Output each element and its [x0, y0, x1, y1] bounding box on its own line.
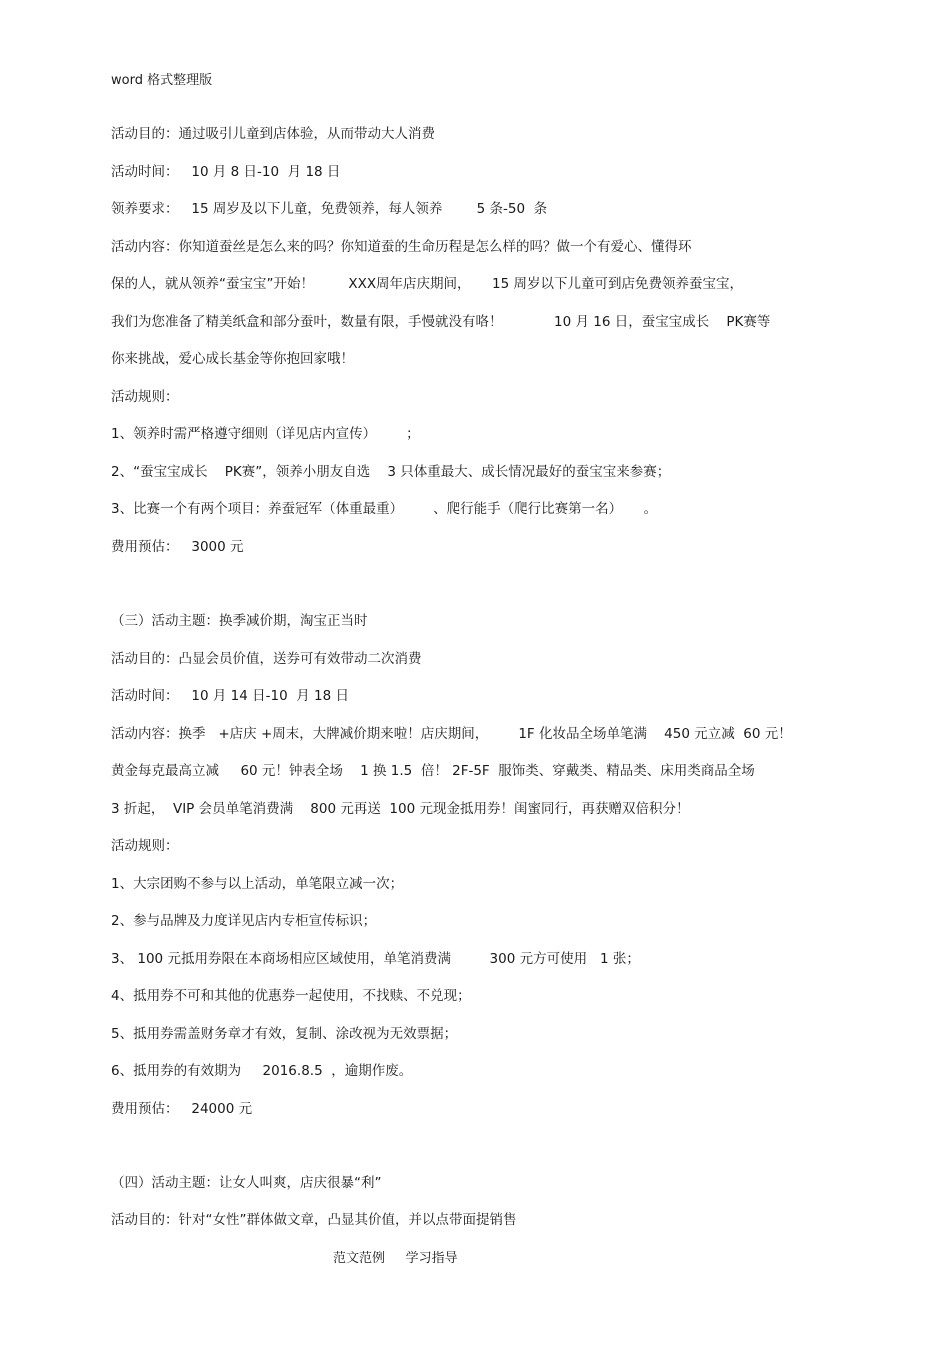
activity-content-line-4: 你来挑战，爱心成长基金等你抱回家哦！ [111, 351, 354, 367]
activity-time: 活动时间： 10 月 8 日-10 月 18 日 [111, 164, 341, 180]
adoption-requirement: 领养要求： 15 周岁及以下儿童，免费领养，每人领养 5 条-50 条 [111, 201, 548, 217]
cost-estimate: 费用预估： 24000 元 [111, 1101, 253, 1117]
rule-item: 2、“蚕宝宝成长 PK赛”，领养小朋友自选 3 只体重最大、成长情况最好的蚕宝宝来参赛； [111, 464, 671, 480]
rule-item: 5、抵用券需盖财务章才有效，复制、涂改视为无效票据； [111, 1026, 458, 1042]
section-theme: （三）活动主题：换季减价期，淘宝正当时 [111, 613, 368, 629]
activity-purpose: 活动目的：凸显会员价值，送券可有效带动二次消费 [111, 651, 422, 667]
activity-content-line-3: 3 折起， VIP 会员单笔消费满 800 元再送 100 元现金抵用券！闺蜜同行，再获赠双倍积分！ [111, 801, 690, 817]
activity-content-line-2: 保的人，就从领养“蚕宝宝”开始！ XXX周年店庆期间， 15 周岁以下儿童可到店免费领养蚕宝宝， [111, 276, 743, 292]
rule-item: 3、比赛一个有两个项目：养蚕冠军（体重最重） 、爬行能手（爬行比赛第一名） 。 [111, 501, 658, 517]
activity-content-line-1: 活动内容：换季 +店庆 +周末，大牌减价期来啦！店庆期间， 1F 化妆品全场单笔满 450 元立减 60 元！ [111, 726, 792, 742]
rule-item: 6、抵用券的有效期为 2016.8.5 ，逾期作废。 [111, 1063, 413, 1079]
activity-content-line-2: 黄金每克最高立减 60 元！钟表全场 1 换 1.5 倍！ 2F-5F 服饰类、穿戴类、精品类、床用类商品全场 [111, 763, 755, 779]
rule-item: 3、 100 元抵用券限在本商场相应区域使用，单笔消费满 300 元方可使用 1 张； [111, 951, 640, 967]
activity-rules-label: 活动规则： [111, 838, 179, 854]
page-header: word 格式整理版 [111, 73, 213, 88]
section-theme: （四）活动主题：让女人叫爽，店庆很暴“利” [111, 1175, 382, 1191]
rule-item: 2、参与品牌及力度详见店内专柜宣传标识； [111, 913, 377, 929]
page-footer: 范文范例 学习指导 [333, 1251, 458, 1266]
activity-content-line-3: 我们为您准备了精美纸盒和部分蚕叶，数量有限，手慢就没有咯！ 10 月 16 日，蚕宝宝成长 PK赛等 [111, 314, 771, 330]
rule-item: 1、大宗团购不参与以上活动，单笔限立减一次； [111, 876, 404, 892]
activity-content-line-1: 活动内容：你知道蚕丝是怎么来的吗？你知道蚕的生命历程是怎么样的吗？做一个有爱心、懂得环 [111, 239, 692, 255]
activity-purpose: 活动目的：针对“女性”群体做文章，凸显其价值，并以点带面提销售 [111, 1212, 517, 1228]
rule-item: 1、领养时需严格遵守细则（详见店内宣传） ； [111, 426, 420, 442]
activity-purpose: 活动目的：通过吸引儿童到店体验，从而带动大人消费 [111, 126, 435, 142]
activity-rules-label: 活动规则： [111, 389, 179, 405]
cost-estimate: 费用预估： 3000 元 [111, 539, 244, 555]
rule-item: 4、抵用券不可和其他的优惠券一起使用，不找赎、不兑现； [111, 988, 471, 1004]
activity-time: 活动时间： 10 月 14 日-10 月 18 日 [111, 688, 349, 704]
